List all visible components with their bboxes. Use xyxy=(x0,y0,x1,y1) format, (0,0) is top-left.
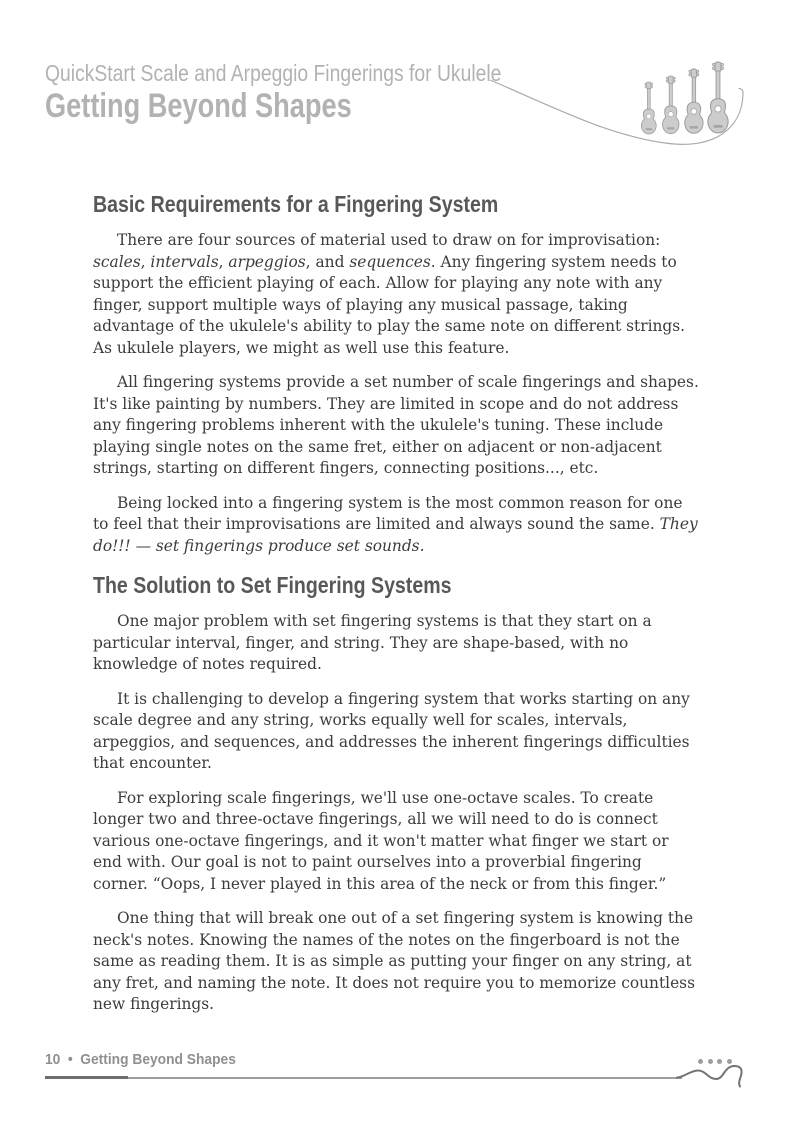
footer-rule-accent xyxy=(45,1076,128,1079)
footer-bullet: • xyxy=(67,1051,73,1068)
paragraph: It is challenging to develop a fingering system that works starting on any scale degree and any string, works equally well for scales, intervals, arpeggios, and sequences, and addresses the inherent fingerings difficulties that encounter. xyxy=(93,689,690,772)
footer-page-number: 10 xyxy=(45,1051,61,1068)
section-heading: The Solution to Set Fingering Systems xyxy=(93,572,452,598)
section-heading: Basic Requirements for a Fingering System xyxy=(93,191,499,217)
paragraph: One thing that will break one out of a set fingering system is knowing the neck's notes. Knowing the names of the notes on the fingerboard is not the same as reading them. It is as simple as putting your finger on any string, at any fret, and naming the note. It does not require you to memorize countless new fingerings. xyxy=(93,909,695,1013)
ukuleles-illustration xyxy=(480,52,770,162)
ukulele-icon-concert xyxy=(663,76,679,134)
ukulele-icon-soprano xyxy=(641,82,656,134)
paragraph: All fingering systems provide a set number of scale fingerings and shapes. It's like painting by numbers. They are limited in scope and do not address any fingering problems inherent with the ukulele's tuning. These include playing single notes on the same fret, either on adjacent or non-adjacent strings, starting on different fingers, connecting positions..., etc. xyxy=(93,373,699,477)
page-title: Getting Beyond Shapes xyxy=(45,87,352,125)
paragraph: Being locked into a fingering system is the most common reason for one to feel that their improvisations are limited and always sound the same. They do!!! — set fingerings produce set sounds. xyxy=(93,493,698,555)
ukulele-icon-tenor xyxy=(685,69,703,133)
page-body xyxy=(93,176,701,1029)
ukulele-profile-squiggle-icon xyxy=(676,1061,748,1093)
footer-section-label: Getting Beyond Shapes xyxy=(80,1051,236,1068)
footer-rule xyxy=(45,1077,682,1079)
header-swoosh-line xyxy=(490,80,743,144)
paragraph: For exploring scale fingerings, we'll use one-octave scales. To create longer two and three-octave fingerings, all we will need to do is connect various one-octave fingerings, and it won't matter what finger we start or end with. Our goal is not to paint ourselves into a proverbial fingering corner. “Oops, I never played in this area of the neck or from this finger.” xyxy=(93,788,669,893)
footer-text xyxy=(45,1051,236,1068)
paragraph: One major problem with set fingering systems is that they start on a particular interval, finger, and string. They are shape-based, with no knowledge of notes required. xyxy=(93,612,652,673)
paragraph: There are four sources of material used to draw on for improvisation: scales, intervals, arpeggios, and sequences. Any fingering system needs to support the efficient playing of each. Allow for playing any note with any finger, support multiple ways of playing any musical passage, taking advantage of the ukulele's ability to play the same note on different strings. As ukulele players, we might as well use this feature. xyxy=(93,231,686,357)
series-title: QuickStart Scale and Arpeggio Fingerings for Ukulele xyxy=(45,60,502,86)
ukulele-icon-baritone xyxy=(708,62,728,133)
